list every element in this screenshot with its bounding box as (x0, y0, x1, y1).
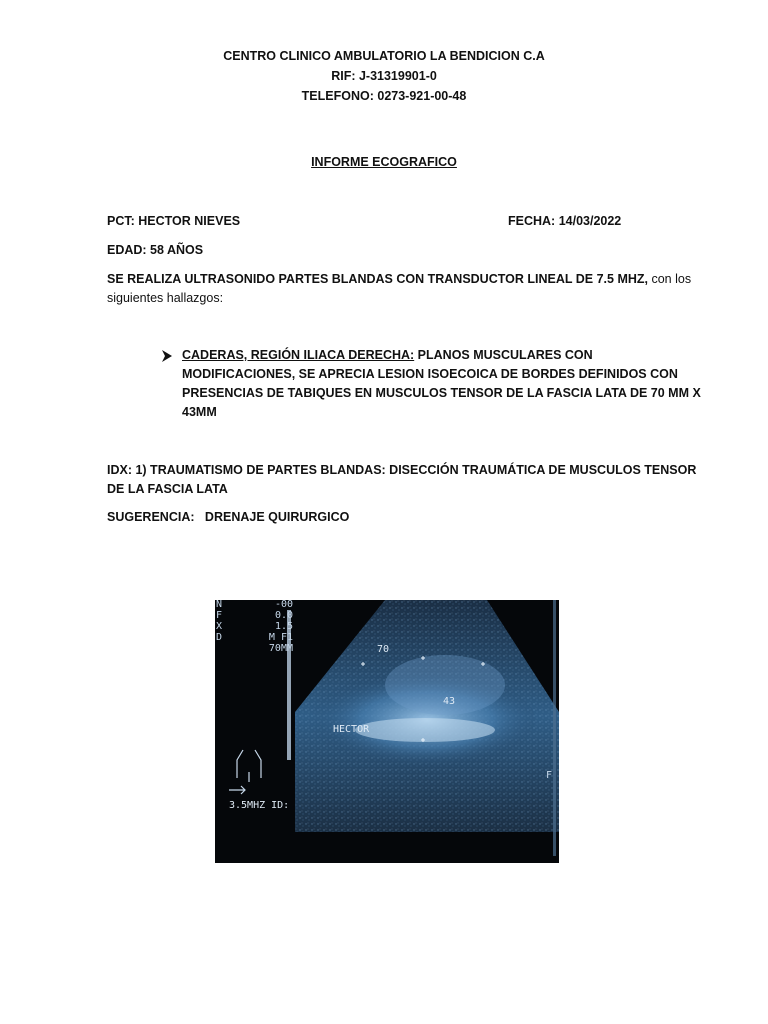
machine-readout: -00 0.0 1.5 M F1 70MM (268, 600, 293, 654)
study-line1-bold: SE REALIZA ULTRASONIDO PARTES BLANDAS CON TRANSDUCTOR LINEAL DE 7.5 MHZ, (107, 272, 648, 286)
measure-70-label: 70 (377, 644, 390, 655)
diagnosis-paragraph (107, 461, 697, 499)
clinic-rif: RIF: J-31319901-0 (331, 69, 437, 83)
finding-paragraph (182, 346, 701, 422)
patient-name: PCT: HECTOR NIEVES (107, 214, 241, 228)
finding-line2: MODIFICACIONES, SE APRECIA LESION ISOECOICA DE BORDES DEFINIDOS CON (182, 367, 678, 381)
arrow-bullet-icon (160, 349, 174, 363)
patient-age: EDAD: 58 AÑOS (107, 243, 204, 257)
probe-frequency-label: 3.5MHZ ID: (229, 800, 290, 811)
patient-label: HECTOR (333, 724, 370, 735)
ultrasound-image (215, 600, 559, 863)
diagnosis-line2: DE LA FASCIA LATA (107, 482, 228, 496)
side-letters: N F X D (216, 600, 223, 643)
clinic-phone: TELEFONO: 0273-921-00-48 (301, 89, 467, 103)
right-marker: F (546, 770, 553, 781)
clinic-name: CENTRO CLINICO AMBULATORIO LA BENDICION C.A (223, 49, 545, 63)
diagnosis-line1: IDX: 1) TRAUMATISMO DE PARTES BLANDAS: DISECCIÓN TRAUMÁTICA DE MUSCULOS TENSOR (107, 463, 697, 477)
study-description (107, 270, 692, 308)
study-line1-normal: con los (648, 272, 692, 286)
suggestion: SUGERENCIA: DRENAJE QUIRURGICO (107, 510, 350, 524)
finding-line1: PLANOS MUSCULARES CON (414, 348, 593, 362)
report-title: INFORME ECOGRAFICO (311, 155, 457, 169)
study-line2: siguientes hallazgos: (107, 291, 224, 305)
measure-43-label: 43 (443, 696, 456, 707)
finding-line3: PRESENCIAS DE TABIQUES EN MUSCULOS TENSOR DE LA FASCIA LATA DE 70 MM X (182, 386, 701, 400)
report-date: FECHA: 14/03/2022 (508, 214, 622, 228)
finding-line4: 43MM (182, 405, 217, 419)
finding-region-label: CADERAS, REGIÓN ILIACA DERECHA: (182, 348, 415, 362)
